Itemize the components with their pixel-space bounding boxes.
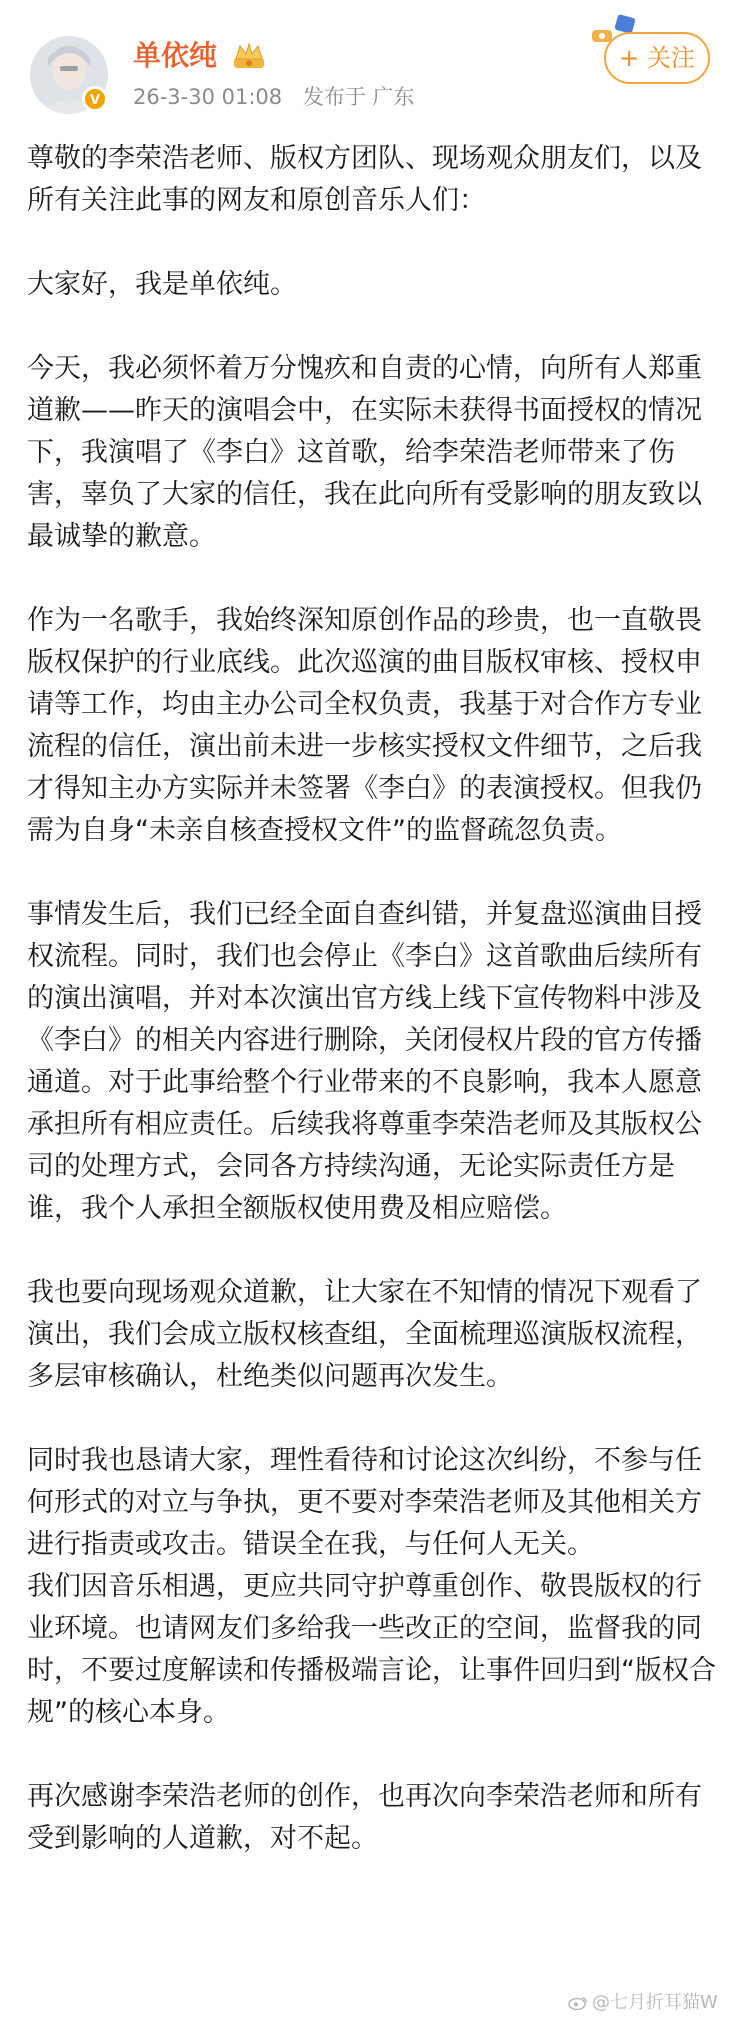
author-name[interactable]: 单依纯	[133, 39, 218, 72]
watermark	[568, 1988, 718, 2014]
paragraph: 我们因音乐相遇，更应共同守护尊重创作、敬畏版权的行业环境。也请网友们多给我一些改正的空间，监督我的同时，不要过度解读和传播极端言论，让事件回归到“版权合规”的核心本身。	[27, 1571, 716, 1728]
paragraph: 再次感谢李荣浩老师的创作，也再次向李荣浩老师和所有受到影响的人道歉，对不起。	[27, 1781, 702, 1854]
post-time: 26-3-30 01:08	[133, 85, 283, 109]
paragraph: 作为一名歌手，我始终深知原创作品的珍贵，也一直敬畏版权保护的行业底线。此次巡演的曲目版权审核、授权申请等工作，均由主办公司全权负责，我基于对合作方专业流程的信任，演出前未进一步核实授权文件细节，之后我才得知主办方实际并未签署《李白》的表演授权。但我仍需为自身“未亲自核查授权文件”的监督疏忽负责。	[27, 605, 702, 846]
paragraph: 今天，我必须怀着万分愧疚和自责的心情，向所有人郑重道歉——昨天的演唱会中，在实际未获得书面授权的情况下，我演唱了《李白》这首歌，给李荣浩老师带来了伤害，辜负了大家的信任，我在此向所有受影响的朋友致以最诚挚的歉意。	[27, 353, 702, 552]
paragraph: 大家好，我是单依纯。	[27, 269, 297, 300]
post-header	[0, 0, 736, 115]
paragraph: 尊敬的李荣浩老师、版权方团队、现场观众朋友们，以及所有关注此事的网友和原创音乐人们：	[27, 143, 702, 216]
watermark-text: @七月折耳猫W	[592, 1992, 718, 2013]
svg-text:V: V	[89, 93, 101, 108]
follow-button[interactable]: + 关注	[604, 32, 710, 84]
paragraph: 我也要向现场观众道歉，让大家在不知情的情况下观看了演出，我们会成立版权核查组，全面梳理巡演版权流程，多层审核确认，杜绝类似问题再次发生。	[27, 1277, 702, 1392]
post-meta	[133, 83, 429, 111]
paragraph: 事情发生后，我们已经全面自查纠错，并复盘巡演曲目授权流程。同时，我们也会停止《李白》这首歌曲后续所有的演出演唱，并对本次演出官方线上线下宣传物料中涉及《李白》的相关内容进行删除，关闭侵权片段的官方传播通道。对于此事给整个行业带来的不良影响，我本人愿意承担所有相应责任。后续我将尊重李荣浩老师及其版权公司的处理方式，会同各方持续沟通，无论实际责任方是谁，我个人承担全额版权使用费及相应赔偿。	[27, 899, 702, 1224]
paragraph: 同时我也恳请大家，理性看待和讨论这次纠纷，不参与任何形式的对立与争执，更不要对李荣浩老师及其他相关方进行指责或攻击。错误全在我，与任何人无关。	[27, 1445, 702, 1560]
post-body	[27, 138, 717, 1860]
vip-verified-icon	[82, 86, 108, 112]
post-location: 发布于 广东	[302, 85, 415, 109]
crown-badge-icon	[230, 40, 268, 70]
weibo-logo-icon	[568, 1996, 588, 2010]
